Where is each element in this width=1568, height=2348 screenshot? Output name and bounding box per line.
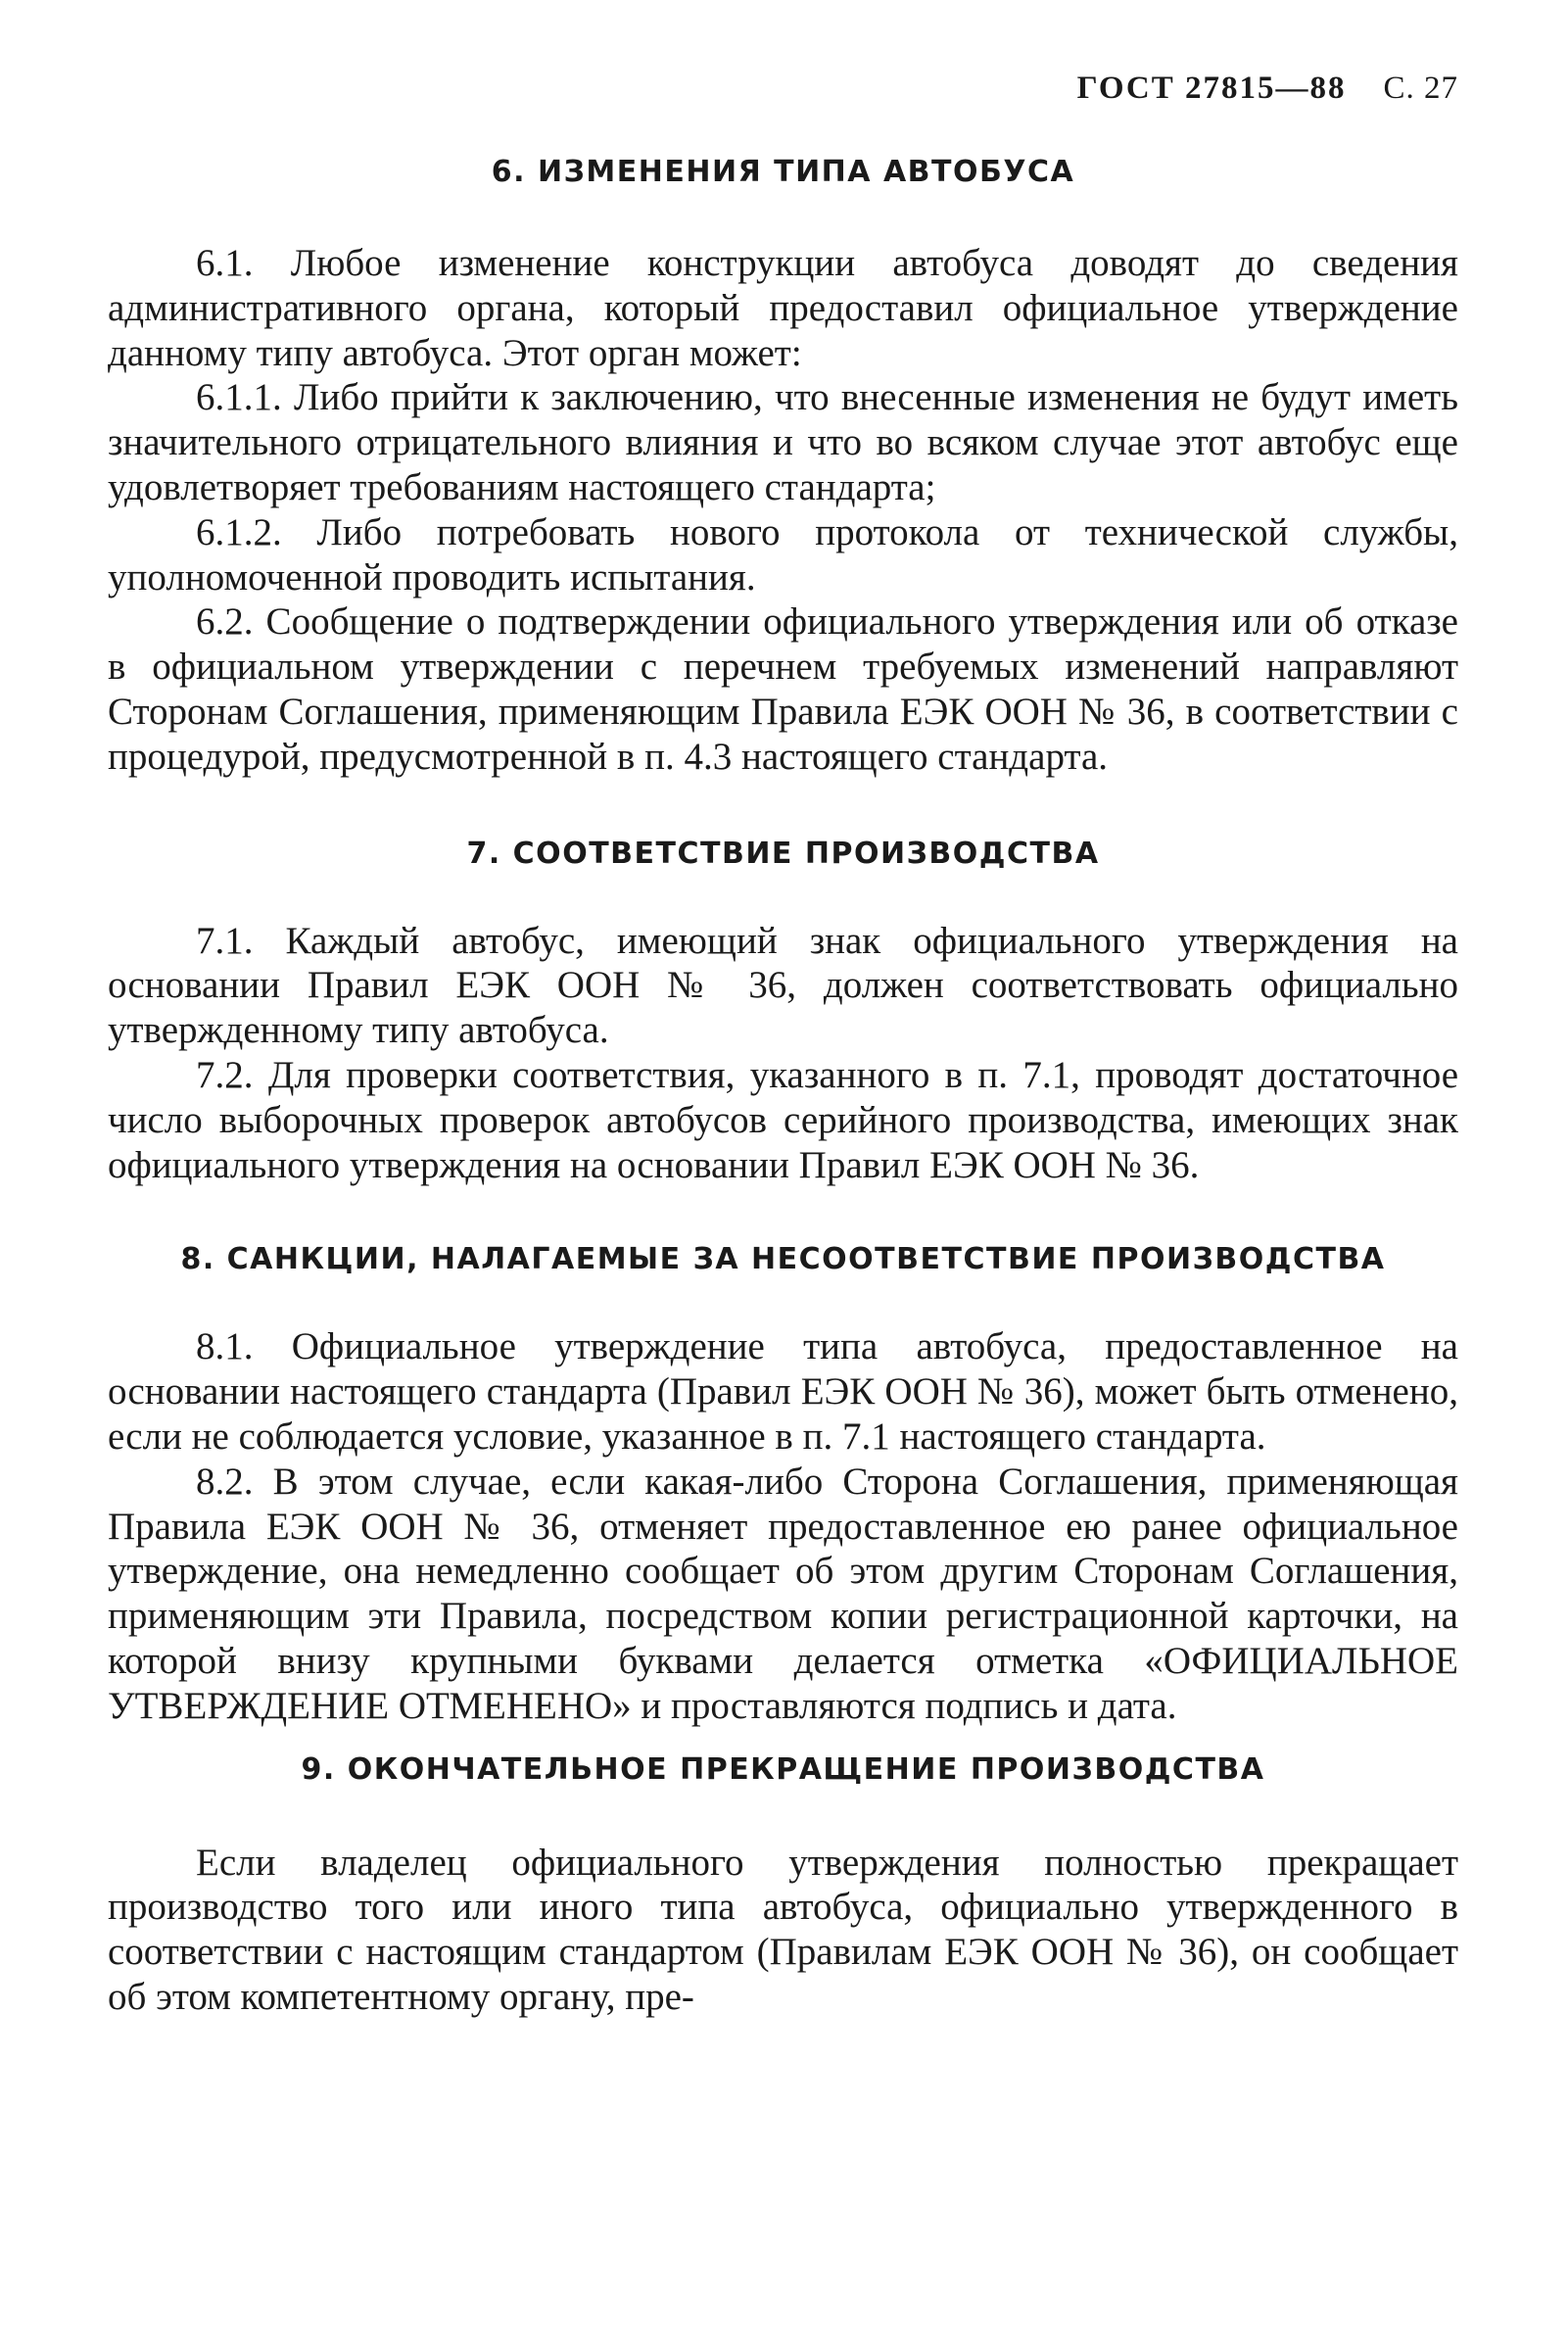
section-9-heading: 9. ОКОНЧАТЕЛЬНОЕ ПРЕКРАЩЕНИЕ ПРОИЗВОДСТВА bbox=[301, 1751, 1265, 1787]
standard-number: ГОСТ 27815—88 bbox=[1076, 71, 1347, 106]
clause-6-1-2: 6.1.2. Либо потребовать нового протокола от технической службы, уполномоченной проводить испытания. bbox=[108, 510, 1458, 599]
clause-8-1: 8.1. Официальное утверждение типа автобуса, предоставленное на основании настоящего стандарта (Правил ЕЭК ООН № 36), может быть отменено, если не соблюдается условие, указанное в п. 7.1 настоящего стандарта. bbox=[108, 1325, 1458, 1458]
section-7-heading: 7. СООТВЕТСТВИЕ ПРОИЗВОДСТВА bbox=[466, 836, 1100, 871]
page-number: С. 27 bbox=[1383, 71, 1458, 106]
clause-8-2: 8.2. В этом случае, если какая-либо Сторона Соглашения, применяющая Правила ЕЭК ООН № 36, отменяет предоставленное ею ранее официальное утверждение, она немедленно сообщает об этом другим Сторонам Соглашения, применяющим эти Правила, посредством копии регистрационной карточки, на которой внизу крупными буквами делается отметка «ОФИЦИАЛЬНОЕ УТВЕРЖДЕНИЕ ОТМЕНЕНО» и проставляются подпись и дата. bbox=[108, 1460, 1458, 1727]
clause-6-1-1: 6.1.1. Либо прийти к заключению, что внесенные изменения не будут иметь значительного отрицательного влияния и что во всяком случае этот автобус еще удовлетворяет требованиям настоящего стандарта; bbox=[108, 376, 1458, 508]
clause-6-2: 6.2. Сообщение о подтверждении официального утверждения или об отказе в официальном утверждении с перечнем требуемых изменений направляют Сторонам Соглашения, применяющим Правила ЕЭК ООН № 36, в соответствии с процедурой, предусмотренной в п. 4.3 настоящего стандарта. bbox=[108, 600, 1458, 778]
clause-7-2: 7.2. Для проверки соответствия, указанного в п. 7.1, проводят достаточное число выборочных проверок автобусов серийного производства, имеющих знак официального утверждения на основании Правил ЕЭК ООН № 36. bbox=[108, 1053, 1458, 1186]
section-9-paragraph: Если владелец официального утверждения полностью прекращает производство того или иного типа автобуса, официально утвержденного в соответствии с настоящим стандартом (Правилам ЕЭК ООН № 36), он сообщает об этом компетентному органу, пре- bbox=[108, 1841, 1458, 2018]
clause-7-1: 7.1. Каждый автобус, имеющий знак официального утверждения на основании Правил ЕЭК ООН № 36, должен соответствовать официально утвержденному типу автобуса. bbox=[108, 919, 1458, 1052]
section-6-heading: 6. ИЗМЕНЕНИЯ ТИПА АВТОБУСА bbox=[491, 155, 1075, 189]
section-8-heading: 8. САНКЦИИ, НАЛАГАЕМЫЕ ЗА НЕСООТВЕТСТВИЕ ПРОИЗВОДСТВА bbox=[180, 1242, 1386, 1277]
running-header bbox=[108, 69, 1458, 108]
clause-6-1: 6.1. Любое изменение конструкции автобуса доводят до сведения административного органа, который предоставил официальное утверждение данному типу автобуса. Этот орган может: bbox=[108, 242, 1458, 374]
